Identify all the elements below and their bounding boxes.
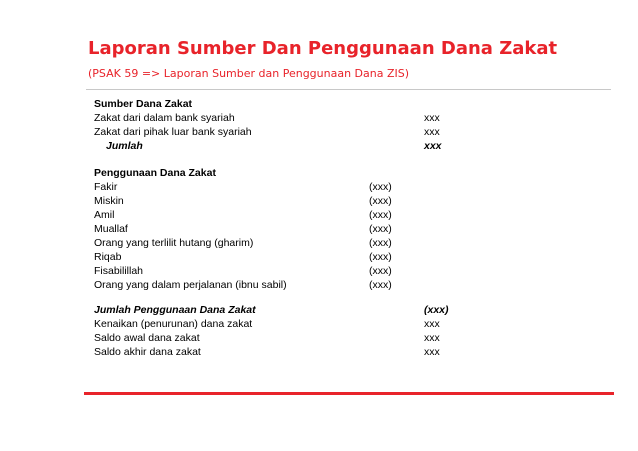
summary-label: Saldo awal dana zakat [94,332,200,344]
summary-value: xxx [424,318,440,330]
penggunaan-row [94,236,494,250]
penggunaan-heading-row [94,166,494,180]
penggunaan-label: Riqab [94,251,122,263]
penggunaan-row [94,278,494,292]
summary-label: Kenaikan (penurunan) dana zakat [94,318,253,330]
summary-row [94,345,494,359]
sumber-heading: Sumber Dana Zakat [94,98,193,110]
penggunaan-label: Fakir [94,181,118,193]
penggunaan-total-label: Jumlah Penggunaan Dana Zakat [94,304,256,316]
penggunaan-label: Amil [94,209,115,221]
penggunaan-heading: Penggunaan Dana Zakat [94,167,216,179]
summary-row [94,317,494,331]
penggunaan-total-value: (xxx) [424,304,449,316]
penggunaan-label: Orang yang terlilit hutang (gharim) [94,237,254,249]
penggunaan-label: Muallaf [94,223,128,235]
sumber-value: xxx [424,126,440,138]
summary-row [94,331,494,345]
penggunaan-label: Fisabilillah [94,265,144,277]
sumber-row [94,125,494,139]
penggunaan-value: (xxx) [369,181,392,193]
penggunaan-row [94,180,494,194]
penggunaan-value: (xxx) [369,237,392,249]
sumber-label: Zakat dari dalam bank syariah [94,112,235,124]
penggunaan-label: Orang yang dalam perjalanan (ibnu sabil) [94,279,287,291]
sumber-total-row [94,139,494,153]
penggunaan-value: (xxx) [369,279,392,291]
sumber-total-label: Jumlah [106,140,143,152]
penggunaan-value: (xxx) [369,251,392,263]
penggunaan-value: (xxx) [369,195,392,207]
summary-value: xxx [424,346,440,358]
sumber-row [94,111,494,125]
top-divider [86,89,611,90]
sumber-heading-row [94,97,494,111]
penggunaan-value: (xxx) [369,223,392,235]
penggunaan-row [94,208,494,222]
summary-label: Saldo akhir dana zakat [94,346,201,358]
sumber-total-value: xxx [424,140,442,152]
summary-value: xxx [424,332,440,344]
penggunaan-row [94,264,494,278]
penggunaan-value: (xxx) [369,209,392,221]
slide-subtitle: (PSAK 59 => Laporan Sumber dan Penggunaan Dana ZIS) [88,67,410,80]
penggunaan-label: Miskin [94,195,124,207]
slide-title: Laporan Sumber Dan Penggunaan Dana Zakat [88,38,558,59]
bottom-accent-bar [84,392,614,395]
sumber-value: xxx [424,112,440,124]
penggunaan-row [94,222,494,236]
penggunaan-row [94,194,494,208]
penggunaan-row [94,250,494,264]
penggunaan-value: (xxx) [369,265,392,277]
sumber-label: Zakat dari pihak luar bank syariah [94,126,252,138]
penggunaan-total-row [94,303,494,317]
